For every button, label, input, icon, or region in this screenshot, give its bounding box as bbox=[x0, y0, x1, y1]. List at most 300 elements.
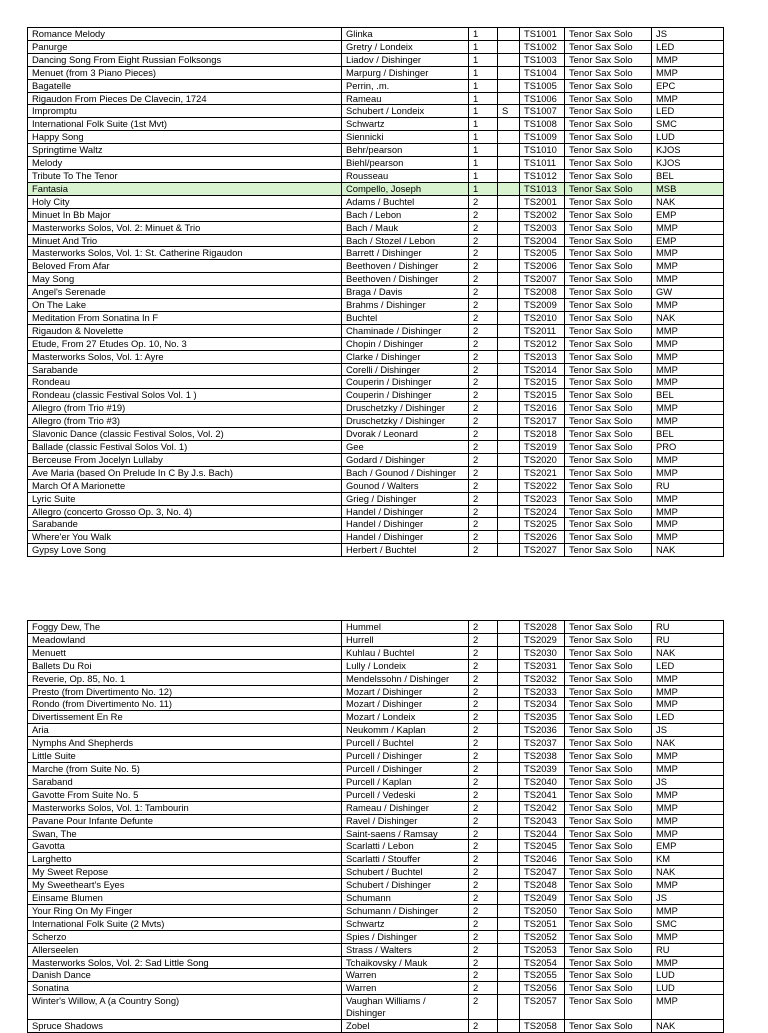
code-cell: TS2024 bbox=[520, 505, 565, 518]
table-row bbox=[28, 144, 724, 157]
table-row bbox=[28, 92, 724, 105]
title-cell: Rondeau bbox=[28, 376, 342, 389]
flag-cell bbox=[498, 247, 520, 260]
flag-cell bbox=[498, 234, 520, 247]
table-row bbox=[28, 943, 724, 956]
title-cell: Minuet And Trio bbox=[28, 234, 342, 247]
table-row bbox=[28, 621, 724, 634]
table-row bbox=[28, 659, 724, 672]
grade-cell: 1 bbox=[469, 157, 498, 170]
publisher-cell: MMP bbox=[652, 762, 724, 775]
flag-cell bbox=[498, 711, 520, 724]
code-cell: TS2011 bbox=[520, 324, 565, 337]
flag-cell bbox=[498, 428, 520, 441]
table-row bbox=[28, 982, 724, 995]
code-cell: TS1008 bbox=[520, 118, 565, 131]
publisher-cell: KM bbox=[652, 853, 724, 866]
grade-cell: 2 bbox=[469, 685, 498, 698]
title-cell: Etude, From 27 Etudes Op. 10, No. 3 bbox=[28, 337, 342, 350]
table-row bbox=[28, 531, 724, 544]
flag-cell bbox=[498, 698, 520, 711]
publisher-cell: MMP bbox=[652, 92, 724, 105]
code-cell: TS2032 bbox=[520, 672, 565, 685]
flag-cell bbox=[498, 453, 520, 466]
grade-cell: 2 bbox=[469, 917, 498, 930]
category-cell: Tenor Sax Solo bbox=[565, 40, 652, 53]
composer-cell: Chopin / Dishinger bbox=[342, 337, 469, 350]
code-cell: TS1002 bbox=[520, 40, 565, 53]
category-cell: Tenor Sax Solo bbox=[565, 273, 652, 286]
publisher-cell: LED bbox=[652, 105, 724, 118]
category-cell: Tenor Sax Solo bbox=[565, 428, 652, 441]
publisher-cell: LUD bbox=[652, 131, 724, 144]
title-cell: Spruce Shadows bbox=[28, 1020, 342, 1033]
flag-cell bbox=[498, 79, 520, 92]
table-row bbox=[28, 311, 724, 324]
table-row bbox=[28, 827, 724, 840]
code-cell: TS2025 bbox=[520, 518, 565, 531]
grade-cell: 2 bbox=[469, 672, 498, 685]
flag-cell bbox=[498, 531, 520, 544]
code-cell: TS2035 bbox=[520, 711, 565, 724]
publisher-cell: MMP bbox=[652, 505, 724, 518]
publisher-cell: MMP bbox=[652, 801, 724, 814]
publisher-cell: MMP bbox=[652, 492, 724, 505]
title-cell: Angel's Serenade bbox=[28, 286, 342, 299]
publisher-cell: MMP bbox=[652, 53, 724, 66]
category-cell: Tenor Sax Solo bbox=[565, 337, 652, 350]
grade-cell: 2 bbox=[469, 788, 498, 801]
category-cell: Tenor Sax Solo bbox=[565, 92, 652, 105]
publisher-cell: EMP bbox=[652, 234, 724, 247]
table-row bbox=[28, 299, 724, 312]
composer-cell: Scarlatti / Lebon bbox=[342, 840, 469, 853]
composer-cell: Couperin / Dishinger bbox=[342, 389, 469, 402]
composer-cell: Purcell / Dishinger bbox=[342, 762, 469, 775]
table-row bbox=[28, 479, 724, 492]
title-cell: Aria bbox=[28, 724, 342, 737]
title-cell: Masterworks Solos, Vol. 1: Tambourin bbox=[28, 801, 342, 814]
table-row bbox=[28, 441, 724, 454]
composer-cell: Bach / Gounod / Dishinger bbox=[342, 466, 469, 479]
catalog-table-2-body bbox=[28, 621, 724, 1033]
grade-cell: 1 bbox=[469, 79, 498, 92]
composer-cell: Tchaikovsky / Mauk bbox=[342, 956, 469, 969]
category-cell: Tenor Sax Solo bbox=[565, 169, 652, 182]
grade-cell: 2 bbox=[469, 879, 498, 892]
category-cell: Tenor Sax Solo bbox=[565, 131, 652, 144]
category-cell: Tenor Sax Solo bbox=[565, 1020, 652, 1033]
grade-cell: 2 bbox=[469, 273, 498, 286]
grade-cell: 2 bbox=[469, 737, 498, 750]
composer-cell: Couperin / Dishinger bbox=[342, 376, 469, 389]
code-cell: TS2001 bbox=[520, 195, 565, 208]
flag-cell bbox=[498, 788, 520, 801]
publisher-cell: BEL bbox=[652, 389, 724, 402]
catalog-table-1-body bbox=[28, 28, 724, 557]
grade-cell: 2 bbox=[469, 995, 498, 1020]
publisher-cell: MSB bbox=[652, 182, 724, 195]
flag-cell bbox=[498, 930, 520, 943]
title-cell: Allegro (concerto Grosso Op. 3, No. 4) bbox=[28, 505, 342, 518]
table-row bbox=[28, 260, 724, 273]
publisher-cell: NAK bbox=[652, 737, 724, 750]
category-cell: Tenor Sax Solo bbox=[565, 969, 652, 982]
grade-cell: 2 bbox=[469, 827, 498, 840]
publisher-cell: MMP bbox=[652, 247, 724, 260]
composer-cell: Hummel bbox=[342, 621, 469, 634]
category-cell: Tenor Sax Solo bbox=[565, 827, 652, 840]
title-cell: Rigaudon From Pieces De Clavecin, 1724 bbox=[28, 92, 342, 105]
composer-cell: Neukomm / Kaplan bbox=[342, 724, 469, 737]
publisher-cell: NAK bbox=[652, 195, 724, 208]
flag-cell bbox=[498, 685, 520, 698]
title-cell: Lyric Suite bbox=[28, 492, 342, 505]
composer-cell: Barrett / Dishinger bbox=[342, 247, 469, 260]
category-cell: Tenor Sax Solo bbox=[565, 659, 652, 672]
code-cell: TS2044 bbox=[520, 827, 565, 840]
title-cell: Pavane Pour Infante Defunte bbox=[28, 814, 342, 827]
category-cell: Tenor Sax Solo bbox=[565, 299, 652, 312]
table-row bbox=[28, 737, 724, 750]
title-cell: Presto (from Divertimento No. 12) bbox=[28, 685, 342, 698]
title-cell: My Sweet Repose bbox=[28, 866, 342, 879]
category-cell: Tenor Sax Solo bbox=[565, 853, 652, 866]
code-cell: TS2016 bbox=[520, 402, 565, 415]
publisher-cell: SMC bbox=[652, 118, 724, 131]
code-cell: TS2034 bbox=[520, 698, 565, 711]
category-cell: Tenor Sax Solo bbox=[565, 531, 652, 544]
flag-cell bbox=[498, 53, 520, 66]
composer-cell: Bach / Lebon bbox=[342, 208, 469, 221]
title-cell: Einsame Blumen bbox=[28, 892, 342, 905]
composer-cell: Lully / Londeix bbox=[342, 659, 469, 672]
table-row bbox=[28, 79, 724, 92]
title-cell: Rondo (from Divertimento No. 11) bbox=[28, 698, 342, 711]
table-row bbox=[28, 195, 724, 208]
composer-cell: Schubert / Buchtel bbox=[342, 866, 469, 879]
title-cell: Allegro (from Trio #19) bbox=[28, 402, 342, 415]
code-cell: TS2009 bbox=[520, 299, 565, 312]
grade-cell: 2 bbox=[469, 969, 498, 982]
grade-cell: 2 bbox=[469, 853, 498, 866]
flag-cell bbox=[498, 801, 520, 814]
grade-cell: 2 bbox=[469, 1020, 498, 1033]
code-cell: TS2003 bbox=[520, 221, 565, 234]
category-cell: Tenor Sax Solo bbox=[565, 324, 652, 337]
title-cell: Divertissement En Re bbox=[28, 711, 342, 724]
code-cell: TS2051 bbox=[520, 917, 565, 930]
table-row bbox=[28, 157, 724, 170]
category-cell: Tenor Sax Solo bbox=[565, 724, 652, 737]
title-cell: Menuett bbox=[28, 646, 342, 659]
table-row bbox=[28, 762, 724, 775]
category-cell: Tenor Sax Solo bbox=[565, 943, 652, 956]
flag-cell bbox=[498, 904, 520, 917]
grade-cell: 2 bbox=[469, 195, 498, 208]
category-cell: Tenor Sax Solo bbox=[565, 350, 652, 363]
grade-cell: 2 bbox=[469, 633, 498, 646]
composer-cell: Brahms / Dishinger bbox=[342, 299, 469, 312]
category-cell: Tenor Sax Solo bbox=[565, 363, 652, 376]
grade-cell: 2 bbox=[469, 930, 498, 943]
composer-cell: Warren bbox=[342, 969, 469, 982]
grade-cell: 2 bbox=[469, 311, 498, 324]
publisher-cell: JS bbox=[652, 775, 724, 788]
flag-cell bbox=[498, 311, 520, 324]
category-cell: Tenor Sax Solo bbox=[565, 479, 652, 492]
table-row bbox=[28, 672, 724, 685]
code-cell: TS2029 bbox=[520, 633, 565, 646]
flag-cell bbox=[498, 92, 520, 105]
publisher-cell: RU bbox=[652, 479, 724, 492]
flag-cell bbox=[498, 762, 520, 775]
publisher-cell: NAK bbox=[652, 866, 724, 879]
grade-cell: 1 bbox=[469, 40, 498, 53]
title-cell: Reverie, Op. 85, No. 1 bbox=[28, 672, 342, 685]
composer-cell: Handel / Dishinger bbox=[342, 518, 469, 531]
flag-cell bbox=[498, 492, 520, 505]
table-row bbox=[28, 750, 724, 763]
table-row bbox=[28, 904, 724, 917]
code-cell: TS1003 bbox=[520, 53, 565, 66]
category-cell: Tenor Sax Solo bbox=[565, 737, 652, 750]
category-cell: Tenor Sax Solo bbox=[565, 995, 652, 1020]
title-cell: Where'er You Walk bbox=[28, 531, 342, 544]
code-cell: TS1001 bbox=[520, 28, 565, 41]
publisher-cell: MMP bbox=[652, 350, 724, 363]
category-cell: Tenor Sax Solo bbox=[565, 286, 652, 299]
grade-cell: 2 bbox=[469, 750, 498, 763]
title-cell: Impromptu bbox=[28, 105, 342, 118]
publisher-cell: MMP bbox=[652, 453, 724, 466]
category-cell: Tenor Sax Solo bbox=[565, 788, 652, 801]
table-row bbox=[28, 376, 724, 389]
category-cell: Tenor Sax Solo bbox=[565, 453, 652, 466]
title-cell: Little Suite bbox=[28, 750, 342, 763]
flag-cell bbox=[498, 659, 520, 672]
code-cell: TS1007 bbox=[520, 105, 565, 118]
title-cell: Slavonic Dance (classic Festival Solos, Vol. 2) bbox=[28, 428, 342, 441]
title-cell: Fantasia bbox=[28, 182, 342, 195]
title-cell: March Of A Marionette bbox=[28, 479, 342, 492]
composer-cell: Purcell / Vedeski bbox=[342, 788, 469, 801]
title-cell: Marche (from Suite No. 5) bbox=[28, 762, 342, 775]
flag-cell bbox=[498, 363, 520, 376]
composer-cell: Druschetzky / Dishinger bbox=[342, 402, 469, 415]
title-cell: Romance Melody bbox=[28, 28, 342, 41]
table-row bbox=[28, 775, 724, 788]
grade-cell: 2 bbox=[469, 376, 498, 389]
category-cell: Tenor Sax Solo bbox=[565, 105, 652, 118]
table-row bbox=[28, 646, 724, 659]
grade-cell: 2 bbox=[469, 724, 498, 737]
flag-cell bbox=[498, 737, 520, 750]
publisher-cell: EPC bbox=[652, 79, 724, 92]
title-cell: Panurge bbox=[28, 40, 342, 53]
table-row bbox=[28, 105, 724, 118]
title-cell: International Folk Suite (2 Mvts) bbox=[28, 917, 342, 930]
publisher-cell: LUD bbox=[652, 969, 724, 982]
grade-cell: 2 bbox=[469, 904, 498, 917]
composer-cell: Schumann / Dishinger bbox=[342, 904, 469, 917]
publisher-cell: NAK bbox=[652, 1020, 724, 1033]
title-cell: Masterworks Solos, Vol. 1: St. Catherine Rigaudon bbox=[28, 247, 342, 260]
composer-cell: Schubert / Dishinger bbox=[342, 879, 469, 892]
flag-cell bbox=[498, 840, 520, 853]
grade-cell: 2 bbox=[469, 698, 498, 711]
composer-cell: Saint-saens / Ramsay bbox=[342, 827, 469, 840]
title-cell: Meadowland bbox=[28, 633, 342, 646]
publisher-cell: LED bbox=[652, 40, 724, 53]
publisher-cell: MMP bbox=[652, 221, 724, 234]
grade-cell: 2 bbox=[469, 389, 498, 402]
category-cell: Tenor Sax Solo bbox=[565, 441, 652, 454]
publisher-cell: MMP bbox=[652, 904, 724, 917]
flag-cell bbox=[498, 221, 520, 234]
category-cell: Tenor Sax Solo bbox=[565, 866, 652, 879]
code-cell: TS2048 bbox=[520, 879, 565, 892]
code-cell: TS2036 bbox=[520, 724, 565, 737]
title-cell: Masterworks Solos, Vol. 1: Ayre bbox=[28, 350, 342, 363]
title-cell: Danish Dance bbox=[28, 969, 342, 982]
grade-cell: 2 bbox=[469, 814, 498, 827]
grade-cell: 2 bbox=[469, 415, 498, 428]
table-row bbox=[28, 169, 724, 182]
composer-cell: Rousseau bbox=[342, 169, 469, 182]
category-cell: Tenor Sax Solo bbox=[565, 247, 652, 260]
table-row bbox=[28, 415, 724, 428]
composer-cell: Kuhlau / Buchtel bbox=[342, 646, 469, 659]
composer-cell: Zobel bbox=[342, 1020, 469, 1033]
publisher-cell: LED bbox=[652, 711, 724, 724]
category-cell: Tenor Sax Solo bbox=[565, 633, 652, 646]
publisher-cell: MMP bbox=[652, 518, 724, 531]
code-cell: TS2013 bbox=[520, 350, 565, 363]
grade-cell: 1 bbox=[469, 144, 498, 157]
composer-cell: Buchtel bbox=[342, 311, 469, 324]
code-cell: TS2017 bbox=[520, 415, 565, 428]
publisher-cell: MMP bbox=[652, 402, 724, 415]
category-cell: Tenor Sax Solo bbox=[565, 685, 652, 698]
publisher-cell: MMP bbox=[652, 466, 724, 479]
grade-cell: 2 bbox=[469, 943, 498, 956]
publisher-cell: EMP bbox=[652, 840, 724, 853]
code-cell: TS2023 bbox=[520, 492, 565, 505]
composer-cell: Beethoven / Dishinger bbox=[342, 273, 469, 286]
title-cell: Gavotta bbox=[28, 840, 342, 853]
grade-cell: 1 bbox=[469, 182, 498, 195]
composer-cell: Handel / Dishinger bbox=[342, 531, 469, 544]
title-cell: Bagatelle bbox=[28, 79, 342, 92]
category-cell: Tenor Sax Solo bbox=[565, 762, 652, 775]
code-cell: TS2020 bbox=[520, 453, 565, 466]
publisher-cell: MMP bbox=[652, 879, 724, 892]
grade-cell: 2 bbox=[469, 286, 498, 299]
composer-cell: Druschetzky / Dishinger bbox=[342, 415, 469, 428]
flag-cell bbox=[498, 917, 520, 930]
code-cell: TS1006 bbox=[520, 92, 565, 105]
title-cell: International Folk Suite (1st Mvt) bbox=[28, 118, 342, 131]
code-cell: TS1009 bbox=[520, 131, 565, 144]
flag-cell bbox=[498, 195, 520, 208]
grade-cell: 2 bbox=[469, 646, 498, 659]
category-cell: Tenor Sax Solo bbox=[565, 505, 652, 518]
grade-cell: 2 bbox=[469, 247, 498, 260]
composer-cell: Mendelssohn / Dishinger bbox=[342, 672, 469, 685]
table-row bbox=[28, 66, 724, 79]
grade-cell: 2 bbox=[469, 466, 498, 479]
composer-cell: Spies / Dishinger bbox=[342, 930, 469, 943]
publisher-cell: MMP bbox=[652, 299, 724, 312]
code-cell: TS2045 bbox=[520, 840, 565, 853]
flag-cell bbox=[498, 299, 520, 312]
category-cell: Tenor Sax Solo bbox=[565, 956, 652, 969]
code-cell: TS2050 bbox=[520, 904, 565, 917]
grade-cell: 2 bbox=[469, 531, 498, 544]
grade-cell: 2 bbox=[469, 350, 498, 363]
category-cell: Tenor Sax Solo bbox=[565, 260, 652, 273]
category-cell: Tenor Sax Solo bbox=[565, 157, 652, 170]
composer-cell: Liadov / Dishinger bbox=[342, 53, 469, 66]
code-cell: TS2030 bbox=[520, 646, 565, 659]
catalog-table-2 bbox=[27, 620, 724, 1033]
table-row bbox=[28, 53, 724, 66]
code-cell: TS2038 bbox=[520, 750, 565, 763]
table-row bbox=[28, 1020, 724, 1033]
flag-cell bbox=[498, 118, 520, 131]
code-cell: TS2054 bbox=[520, 956, 565, 969]
grade-cell: 2 bbox=[469, 518, 498, 531]
table-row bbox=[28, 969, 724, 982]
category-cell: Tenor Sax Solo bbox=[565, 221, 652, 234]
code-cell: TS2015 bbox=[520, 389, 565, 402]
title-cell: Sarabande bbox=[28, 363, 342, 376]
composer-cell: Warren bbox=[342, 982, 469, 995]
category-cell: Tenor Sax Solo bbox=[565, 917, 652, 930]
composer-cell: Siennicki bbox=[342, 131, 469, 144]
table-row bbox=[28, 389, 724, 402]
table-row bbox=[28, 685, 724, 698]
grade-cell: 2 bbox=[469, 260, 498, 273]
flag-cell bbox=[498, 350, 520, 363]
title-cell: Happy Song bbox=[28, 131, 342, 144]
grade-cell: 2 bbox=[469, 234, 498, 247]
publisher-cell: MMP bbox=[652, 827, 724, 840]
flag-cell bbox=[498, 28, 520, 41]
flag-cell bbox=[498, 131, 520, 144]
code-cell: TS2053 bbox=[520, 943, 565, 956]
publisher-cell: MMP bbox=[652, 363, 724, 376]
code-cell: TS2021 bbox=[520, 466, 565, 479]
code-cell: TS2008 bbox=[520, 286, 565, 299]
publisher-cell: RU bbox=[652, 621, 724, 634]
title-cell: Nymphs And Shepherds bbox=[28, 737, 342, 750]
flag-cell bbox=[498, 260, 520, 273]
flag-cell bbox=[498, 415, 520, 428]
composer-cell: Gounod / Walters bbox=[342, 479, 469, 492]
title-cell: Melody bbox=[28, 157, 342, 170]
grade-cell: 2 bbox=[469, 428, 498, 441]
flag-cell bbox=[498, 827, 520, 840]
grade-cell: 2 bbox=[469, 982, 498, 995]
composer-cell: Purcell / Dishinger bbox=[342, 750, 469, 763]
title-cell: Allegro (from Trio #3) bbox=[28, 415, 342, 428]
composer-cell: Bach / Mauk bbox=[342, 221, 469, 234]
table-row bbox=[28, 853, 724, 866]
grade-cell: 2 bbox=[469, 299, 498, 312]
publisher-cell: RU bbox=[652, 943, 724, 956]
